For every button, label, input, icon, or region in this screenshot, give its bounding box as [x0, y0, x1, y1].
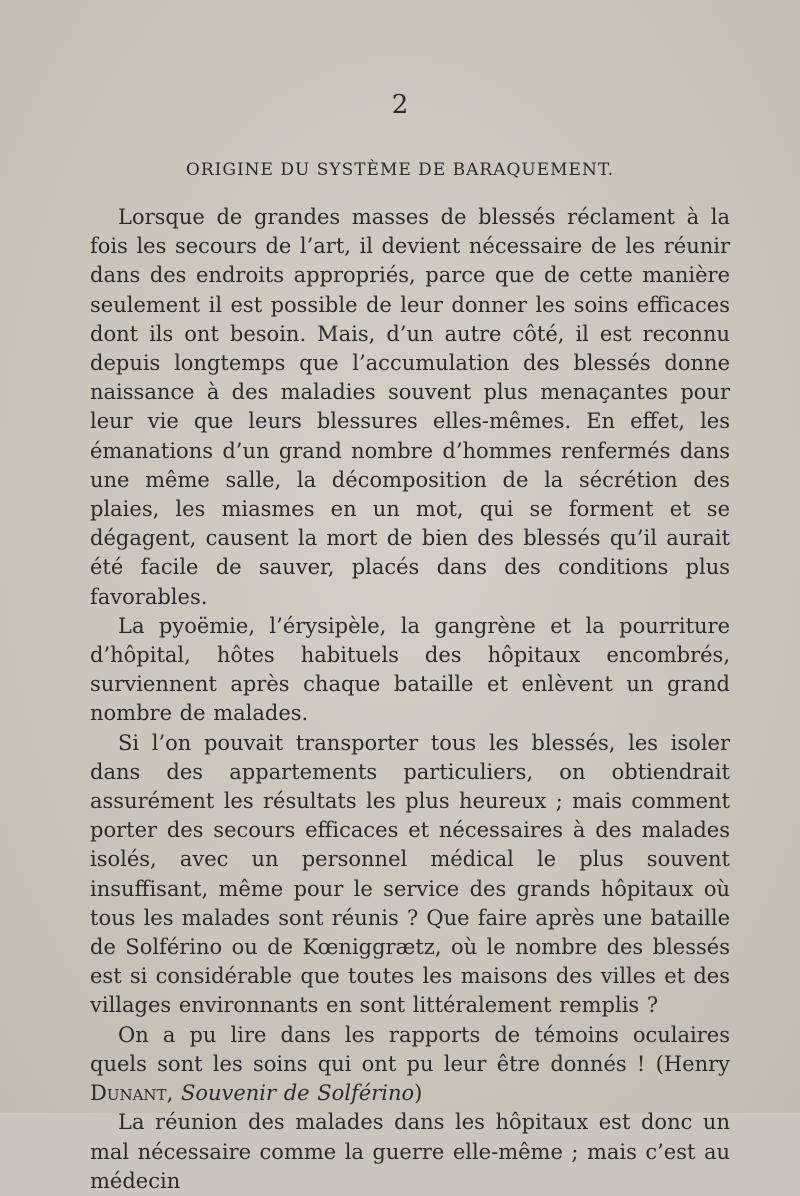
- citation-lead: On a pu lire dans les rapports de témoins oculaires quels sont les soins qui ont pu leur être donnés ! (Henry: [90, 1022, 730, 1076]
- citation-close: ): [414, 1081, 423, 1106]
- page-number: 2: [391, 90, 409, 120]
- paragraph-citation: [90, 1021, 730, 1109]
- body-text: [90, 203, 730, 1196]
- paragraph-5: La réunion des malades dans les hôpitaux est donc un mal nécessaire comme la guerre elle-même ; mais c’est au médecin: [90, 1110, 730, 1193]
- citation-work: Souvenir de Solférino: [180, 1081, 415, 1106]
- paragraph-1: Lorsque de grandes masses de blessés réclament à la fois les secours de l’art, il devient nécessaire de les réunir dans des endroits appropriés, parce que de cette manière seulement il est possible de leur donner les soins efficaces dont ils ont besoin. Mais, d’un autre côté, il est reconnu depuis longtemps que l’accumulation des blessés donne naissance à des maladies souvent plus menaçantes pour leur vie que leurs blessures elles-mêmes. En effet, les émanations d’un grand nombre d’hommes renfermés dans une même salle, la décomposition de la sécrétion des plaies, les miasmes en un mot, qui se forment et se dégagent, causent la mort de bien des blessés qu’il aurait été facile de sauver, placés dans des conditions plus favorables.: [90, 205, 730, 609]
- paragraph-2: La pyoëmie, l’érysipèle, la gangrène et la pourriture d’hôpital, hôtes habituels des hôpitaux encombrés, surviennent après chaque bataille et enlèvent un grand nombre de malades.: [90, 613, 730, 726]
- citation-author: Dunant: [90, 1081, 167, 1106]
- citation-separator: ,: [166, 1081, 181, 1106]
- paragraph-3: Si l’on pouvait transporter tous les blessés, les isoler dans des appartements particuliers, on obtiendrait assurément les résultats les plus heureux ; mais comment porter des secours efficaces et nécessaires à des malades isolés, avec un personnel médical le plus souvent insuffisant, même pour le service des grands hôpitaux où tous les malades sont réunis ? Que faire après une bataille de Solférino ou de Kœniggrætz, où le nombre des blessés est si considérable que toutes les maisons des villes et des villages environnants en sont littéralement remplis ?: [90, 730, 730, 1018]
- chapter-title: ORIGINE DU SYSTÈME DE BARAQUEMENT.: [185, 160, 615, 180]
